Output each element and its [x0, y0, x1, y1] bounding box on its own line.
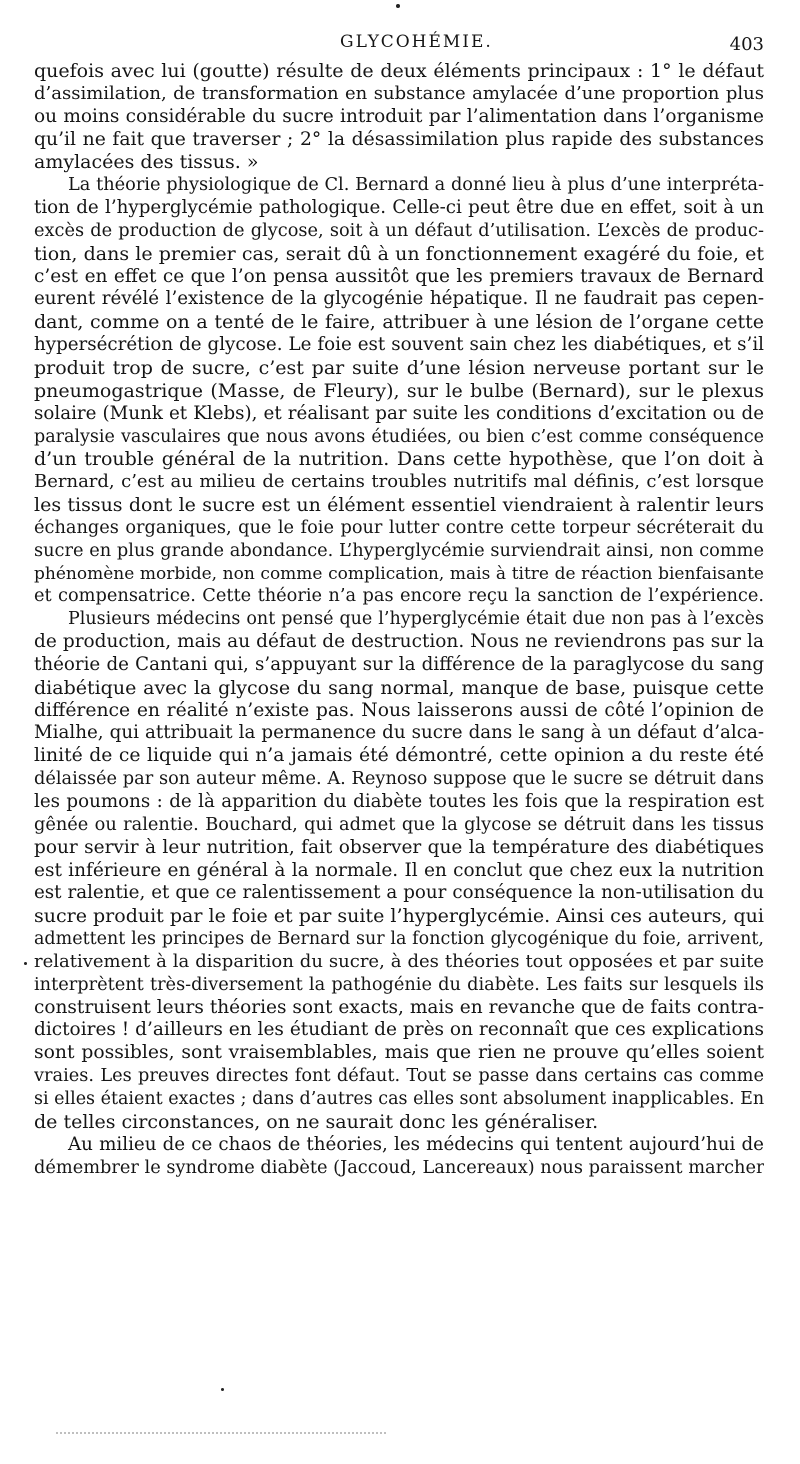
text-line: hypersécrétion de glycose. Le foie est souvent sain chez les diabétiques, et s’il — [34, 334, 764, 356]
text-line: échanges organiques, que le foie pour lutter contre cette torpeur sécréterait du — [34, 517, 764, 538]
running-head: GLYCOHÉMIE. — [340, 32, 493, 52]
text-line: amylacées des tissus. » — [34, 151, 259, 174]
text-line: ou moins considérable du sucre introduit par l’alimentation dans l’organisme — [34, 105, 764, 127]
page-number: 403 — [729, 34, 764, 55]
text-line: c’est en effet ce que l’on pensa aussitôt que les premiers travaux de Bernard — [34, 265, 764, 287]
text-line: Bernard, c’est au milieu de certains troubles nutritifs mal définis, c’est lorsque — [34, 471, 764, 493]
text-line: pneumogastrique (Masse, de Fleury), sur le bulbe (Bernard), sur le plexus — [34, 379, 764, 402]
text-line: solaire (Munk et Klebs), et réalisant par suite les conditions d’excitation ou de — [34, 402, 764, 424]
text-line: Mialhe, qui attribuait la permanence du sucre dans le sang à un défaut d’alca- — [34, 722, 764, 744]
text-line: sucre en plus grande abondance. L’hyperglycémie surviendrait ainsi, non comme — [34, 540, 764, 561]
text-line: théorie de Cantani qui, s’appuyant sur la différence de la paraglycose du sang — [34, 653, 764, 675]
text-line: paralysie vasculaires que nous avons étudiées, ou bien c’est comme conséquence — [34, 426, 764, 447]
text-line: sont possibles, sont vraisemblables, mais que rien ne prouve qu’elles soient — [34, 1042, 764, 1064]
text-line: relativement à la disparition du sucre, à des théories tout opposées et par suite — [34, 950, 764, 972]
text-line: différence en réalité n’existe pas. Nous laisserons aussi de côté l’opinion de — [34, 699, 764, 721]
text-line: qu’il ne fait que traverser ; 2° la désassimilation plus rapide des substances — [34, 128, 764, 150]
text-line: tion de l’hyperglycémie pathologique. Celle-ci peut être due en effet, soit à un — [34, 197, 764, 219]
text-line: tion, dans le premier cas, serait dû à un fonctionnement exagéré du foie, et — [34, 242, 764, 265]
page-header — [0, 30, 800, 56]
scan-noise — [56, 1432, 386, 1436]
text-line: gênée ou ralentie. Bouchard, qui admet que la glycose se détruit dans les tissus — [34, 814, 764, 835]
ink-speck — [396, 4, 400, 8]
text-line: eurent révélé l’existence de la glycogénie hépatique. Il ne faudrait pas cepen- — [34, 288, 764, 310]
text-line: est inférieure en général à la normale. Il en conclut que chez eux la nutrition — [34, 859, 764, 881]
ink-speck — [24, 962, 27, 965]
text-line: délaissée par son auteur même. A. Reynoso suppose que le sucre se détruit dans — [34, 769, 764, 790]
text-line: linité de ce liquide qui n’a jamais été démontré, cette opinion a du reste été — [34, 745, 764, 767]
text-line: démembrer le syndrome diabète (Jaccoud, Lancereaux) nous paraissent marcher — [34, 1157, 764, 1178]
text-line: construisent leurs théories sont exacts, mais en revanche que de faits contra- — [34, 996, 764, 1018]
text-line: sucre produit par le foie et par suite l’hyperglycémie. Ainsi ces auteurs, qui — [34, 905, 764, 928]
text-line: de telles circonstances, on ne saurait donc les généraliser. — [34, 1110, 599, 1133]
text-line: dictoires ! d’ailleurs en les étudiant de près on reconnaît que ces explications — [34, 1019, 764, 1041]
paragraph-first-line: Plusieurs médecins ont pensé que l’hyperglycémie était due non pas à l’excès — [68, 609, 764, 630]
text-line: de production, mais au défaut de destruction. Nous ne reviendrons pas sur la — [34, 631, 764, 653]
paragraph-first-line: La théorie physiologique de Cl. Bernard a donné lieu à plus d’une interpréta- — [68, 175, 764, 196]
ink-speck — [221, 1388, 224, 1391]
text-line: les tissus dont le sucre est un élément essentiel viendraient à ralentir leurs — [34, 494, 764, 517]
text-line: est ralentie, et que ce ralentissement a pour conséquence la non-utilisation du — [34, 882, 764, 904]
text-line: admettent les principes de Bernard sur la fonction glycogénique du foie, arrivent, — [34, 929, 764, 950]
text-line: produit trop de sucre, c’est par suite d’une lésion nerveuse portant sur le — [34, 356, 764, 379]
text-line: quefois avec lui (goutte) résulte de deux éléments principaux : 1° le défaut — [34, 60, 764, 82]
text-line: diabétique avec la glycose du sang normal, manque de base, puisque cette — [34, 676, 764, 699]
text-line: vraies. Les preuves directes font défaut. Tout se passe dans certains cas comme — [34, 1066, 764, 1087]
text-line: les poumons : de là apparition du diabète toutes les fois que la respiration est — [34, 791, 764, 812]
text-line: phénomène morbide, non comme complication, mais à titre de réaction bienfaisante — [34, 563, 764, 584]
paragraph-first-line: Au milieu de ce chaos de théories, les médecins qui tentent aujourd’hui de — [68, 1133, 764, 1155]
body-text — [34, 60, 764, 1179]
text-line: d’un trouble général de la nutrition. Dans cette hypothèse, que l’on doit à — [34, 448, 764, 471]
text-line: et compensatrice. Cette théorie n’a pas encore reçu la sanction de l’expérience. — [34, 586, 764, 607]
text-line: si elles étaient exactes ; dans d’autres cas elles sont absolument inapplicables. En — [34, 1088, 764, 1109]
text-line: excès de production de glycose, soit à un défaut d’utilisation. L’excès de produc- — [34, 220, 764, 241]
text-line: d’assimilation, de transformation en substance amylacée d’une proportion plus — [34, 82, 764, 104]
text-line: interprètent très-diversement la pathogénie du diabète. Les faits sur lesquels ils — [34, 974, 764, 995]
text-line: pour servir à leur nutrition, fait observer que la température des diabétiques — [34, 836, 764, 858]
text-line: dant, comme on a tenté de le faire, attribuer à une lésion de l’organe cette — [34, 311, 764, 334]
